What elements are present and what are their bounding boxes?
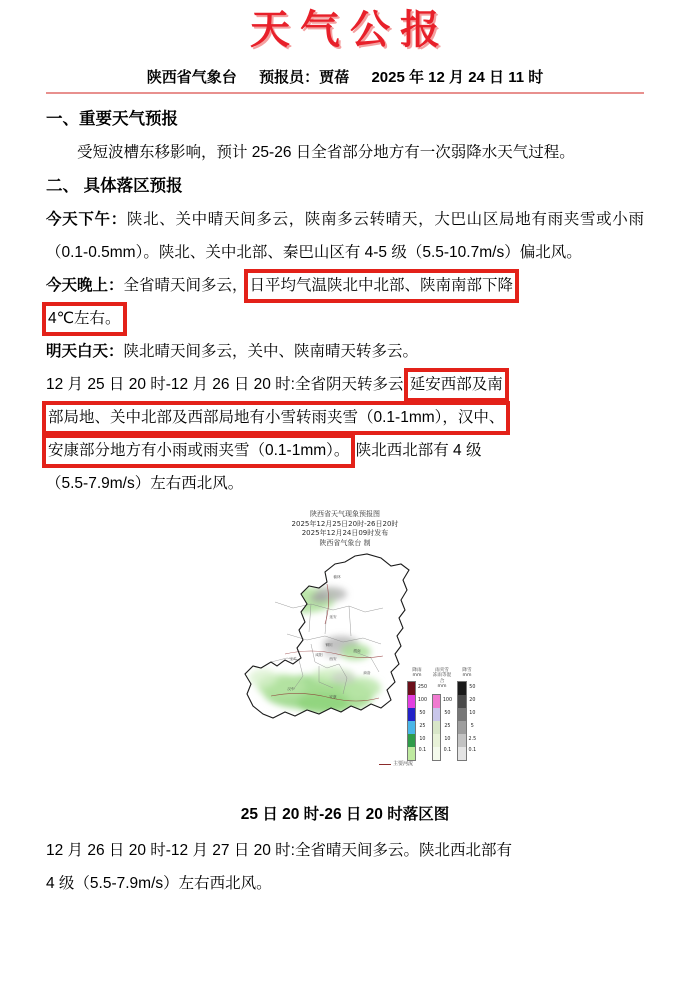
map-label-tongchuan: 铜川: [325, 643, 333, 647]
period-25-26-highlight-2: 部局地、关中北部及西部局地有小雪转雨夹雪（0.1-1mm），汉中、: [46, 405, 506, 431]
period-25-26-highlight-1: 延安西部及南: [408, 372, 505, 398]
forecast-today-afternoon: [46, 203, 644, 269]
figure-caption: 25 日 20 时-26 日 20 时落区图: [240, 806, 450, 823]
period-26-27-line-2: 4 级（5.5-7.9m/s）左右西北风。: [46, 875, 272, 892]
legend-mixed-title: 雨夹雪 冻雨等混合 mm: [432, 668, 452, 690]
legend-snow-ticks: 50 20 10 5 2.5 0.1: [468, 685, 477, 753]
period-25-26-highlight-3: 安康部分地方有小雨或雨夹雪（0.1-1mm）。: [46, 438, 351, 464]
tonight-highlight-1: 日平均气温陕北中北部、陕南南部下降: [248, 273, 516, 299]
forecast-map-figure: [46, 508, 644, 828]
map-label-shangluo: 商洛: [363, 671, 371, 675]
legend-snow-bar: [457, 681, 467, 761]
section-two-heading: 二、 具体落区预报: [46, 177, 183, 195]
today-afternoon-text: 陕北、关中晴天间多云，陕南多云转晴天，大巴山区局地有雨夹雪或小雨（0.1-0.5mm）。陕北、关中北部、秦巴山区有 4-5 级（5.5-10.7m/s）偏北风。: [46, 211, 644, 261]
map-label-xianyang: 咸阳: [315, 653, 323, 657]
map-label-xian: 西安: [329, 657, 337, 661]
tomorrow-day-text: 陕北晴天间多云，关中、陕南晴天转多云。: [123, 343, 419, 360]
byline-issued-time: 2025 年 12 月 24 日 11 时: [371, 69, 544, 86]
byline: [46, 66, 644, 90]
forecast-tonight: [46, 269, 644, 335]
forecast-period-26-27: [46, 834, 644, 900]
byline-rule: [46, 66, 644, 94]
map-header-line-1: 陕西省天气现象预报图: [310, 510, 380, 518]
legend-mixed: [432, 668, 452, 761]
map-header-line-2: 2025年12月25日20时-26日20时: [291, 519, 399, 528]
period-25-26-prefix: 12 月 25 日 20 时-12 月 26 日 20 时:全省阴天转多云: [46, 376, 404, 393]
legend-rain: [407, 668, 427, 761]
legend-mixed-bar: [432, 694, 441, 761]
map-label-ankang: 安康: [329, 695, 337, 699]
forecast-tomorrow-day: [46, 335, 644, 368]
byline-office: 陕西省气象台: [146, 69, 237, 86]
map-label-yulin: 榆林: [333, 575, 341, 579]
page-title: 天气公报: [250, 7, 450, 53]
map-legend: [407, 668, 477, 761]
legend-rain-bar: [407, 681, 416, 761]
map-header-line-3: 2025年12月24日09时发布: [301, 529, 389, 537]
document-body: [46, 102, 644, 900]
forecast-period-25-26: [46, 368, 644, 500]
map-label-hanzhong: 汉中: [287, 687, 295, 691]
map-label-weinan: 渭南: [353, 649, 361, 653]
legend-mixed-ticks: 100 50 25 10 0.1: [442, 698, 452, 753]
byline-forecaster: 预报员：贾蓓: [259, 69, 350, 86]
period-25-26-suffix-2: （5.5-7.9m/s）左右西北风。: [46, 475, 244, 492]
tonight-label: 今天晚上：: [46, 277, 124, 294]
map-container: [215, 508, 475, 798]
legend-rain-ticks: 250 100 50 25 10 0.1: [417, 685, 427, 753]
river-key-label: 主要河流: [392, 761, 413, 767]
map-header-line-4: 陕西省气象台 制: [319, 538, 371, 547]
tonight-text: 全省晴天间多云，: [123, 277, 248, 294]
period-25-26-suffix-1: 陕北西北部有 4 级: [355, 442, 482, 459]
map-label-baoji: 宝鸡: [289, 657, 297, 661]
legend-snow: [457, 668, 477, 761]
period-26-27-line-1: 12 月 26 日 20 时-12 月 27 日 20 时:全省晴天间多云。陕北西北部有: [46, 842, 512, 859]
legend-snow-title: 降雪 mm: [462, 668, 472, 679]
river-line-icon: [379, 764, 391, 765]
map-label-yanan: 延安: [329, 615, 337, 619]
map-header-text: [215, 508, 475, 548]
section-one-paragraph: 受短波槽东移影响，预计 25-26 日全省部分地方有一次弱降水天气过程。: [77, 144, 575, 161]
legend-rain-title: 降雨 mm: [412, 668, 422, 679]
today-afternoon-label: 今天下午：: [46, 211, 127, 228]
tomorrow-day-label: 明天白天：: [46, 343, 124, 360]
shaanxi-province-map: [215, 548, 475, 788]
tonight-highlight-2: 4℃左右。: [46, 306, 123, 332]
section-one-heading: 一、重要天气预报: [46, 110, 178, 128]
